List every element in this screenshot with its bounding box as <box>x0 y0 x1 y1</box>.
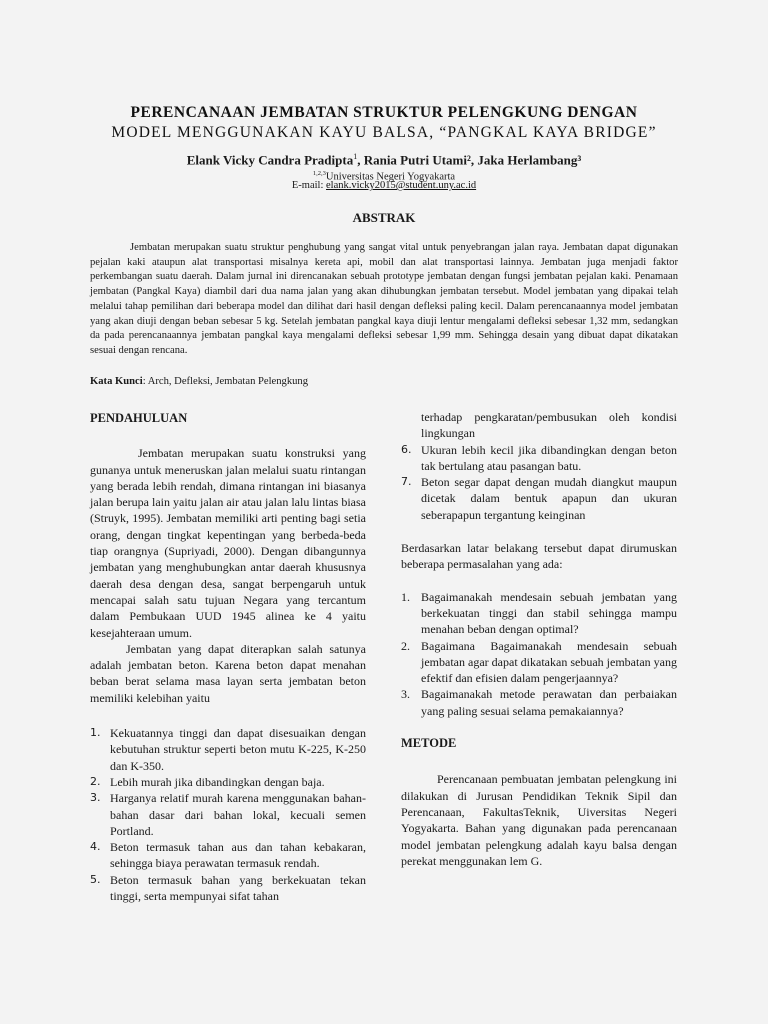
list-item: 3. Harganya relatif murah karena menggunakan bahan-bahan dasar dari bahan lokal, kecuali semen Portland. <box>90 791 366 838</box>
author-1-affil-mark: 1 <box>353 152 358 161</box>
email-label: E-mail: <box>291 180 326 191</box>
problem-intro-paragraph: Berdasarkan latar belakang tersebut dapat dirumuskan beberapa permasalahan yang ada: <box>401 541 677 572</box>
list-item: 6. Ukuran lebih kecil jika dibandingkan dengan beton tak bertulang atau pasangan batu. <box>401 442 677 473</box>
author-1: Elank Vicky Candra Pradipta <box>186 152 354 168</box>
author-line <box>60 152 708 168</box>
affiliation-marks: 1,2,3 <box>312 170 326 177</box>
keywords-label: Kata Kunci <box>90 376 143 387</box>
intro-paragraph-1: Jembatan merupakan suatu konstruksi yang gunanya untuk meneruskan jalan melalui suatu rintangan yang berada lebih rendah, dimana rintangan ini biasanya jalan berupa lain yaitu jalan air atau jalan lalu lintas biasa (Struyk, 1995). Jembatan memiliki arti penting bagi setia orang, dengan tingkat kepentingan yang berbeda-beda tiap orangnya (Supriyadi, 2000). Dengan dibangunnya jembatan yang menghubungkan antar daerah khususnya daerah desa dengan desa, sangat berpengaruh untuk mencapai salah satu tujuan Negara yang tercantum dalam Pembukaan UUD 1945 alinea ke 4 yaitu kesejahteraan umum. <box>90 446 366 640</box>
right-column <box>401 409 677 869</box>
author-2: , Rania Putri Utami² <box>357 152 471 168</box>
affiliation-name: Universitas Negeri Yogyakarta <box>325 171 456 183</box>
list-item: 1. Kekuatannya tinggi dan dapat disesuaikan dengan kebutuhan struktur seperti beton mutu K-225, K-250 dan K-350. <box>90 726 366 773</box>
advantages-list-continued <box>401 442 677 523</box>
abstract-heading: ABSTRAK <box>352 210 416 225</box>
abstract-body: Jembatan merupakan suatu struktur penghubung yang sangat vital untuk penyebrangan jalan raya. Jembatan dapat digunakan pejalan kaki ataupun alat transportasi misalnya kereta api, mobil dan alat transportasi lainnya. Jembatan juga menjadi faktor perkembangan suatu daerah. Dalam jurnal ini direncanakan sebuah prototype jembatan dengan fungsi jembatan pejalan kaki. Penamaan jembatan (Pangkal Kaya) diambil dari dua nama jalan yang akan dihubungkan jembatan tersebut. Model jembatan yang dipakai telah melalui tahap pemilihan dari beberapa model dan dilihat dari hasil dengan defleksi paling kecil. Dalam perencanaannya model jembatan yang akan diuji dengan beban sebesar 5 kg. Setelah jembatan pangkal kaya diuji lentur mengalami defleksi sebesar 1,32 mm, sedangkan da pada perencanaannya jembatan pangkal kaya mengalami defleksi sebesar 1,99 mm. Sehingga desain yang dibuat dapat dikatakan sesuai dengan rencana. <box>90 242 678 356</box>
paper-title <box>60 103 708 143</box>
email-link[interactable]: elank.vicky2015@student.uny.ac.id <box>326 180 477 191</box>
section-heading-metode: METODE <box>401 736 457 751</box>
advantages-list <box>90 725 366 904</box>
list-item: 4. Beton termasuk tahan aus dan tahan kebakaran, sehingga biaya perawatan termasuk rendah. <box>90 840 366 871</box>
section-heading-pendahuluan: PENDAHULUAN <box>90 411 188 425</box>
title-line-1: PERENCANAAN JEMBATAN STRUKTUR PELENGKUNG DENGAN <box>130 104 638 121</box>
keywords-text: : Arch, Defleksi, Jembatan Pelengkung <box>142 376 309 387</box>
email-line <box>60 180 708 191</box>
keywords <box>90 376 678 387</box>
list-item: 3. Bagaimanakah metode perawatan dan perbaiakan yang paling sesuai selama pemakaiannya? <box>401 687 677 718</box>
author-3: , Jaka Herlambang³ <box>470 152 582 168</box>
problem-list <box>401 589 677 719</box>
list-item: 1. Bagaimanakah mendesain sebuah jembatan yang berkekuatan tinggi dan stabil sehingga mampu menahan beban dengan optimal? <box>401 589 677 637</box>
list-item: 5. Beton termasuk bahan yang berkekuatan tekan tinggi, serta mempunyai sifat tahan <box>90 872 366 904</box>
intro-paragraph-2: Jembatan yang dapat diterapkan salah satunya adalah jembatan beton. Karena beton dapat menahan beban berat selama masa layan serta jembatan beton memiliki kelebihan yaitu <box>90 641 366 705</box>
list-item: 2. Lebih murah jika dibandingkan dengan baja. <box>90 774 325 789</box>
list-item: 7. Beton segar dapat dengan mudah diangkut maupun dicetak dalam bentuk apapun dan ukuran seberapapun tergantung keinginan <box>401 475 677 522</box>
title-line-2: MODEL MENGGUNAKAN KAYU BALSA, “PANGKAL KAYA BRIDGE” <box>111 124 657 141</box>
abstract-text <box>90 241 678 359</box>
left-column <box>90 410 366 904</box>
list-continuation: terhadap pengkaratan/pembusukan oleh kondisi lingkungan <box>421 410 677 441</box>
list-item: 2. Bagaimana Bagaimanakah mendesain sebuah jembatan agar dapat dikatakan sebuah jembatan yang efektif dan efisien dalam pengerjaannya? <box>401 638 677 686</box>
metode-paragraph: Perencanaan pembuatan jembatan pelengkung ini dilakukan di Jurusan Pendidikan Teknik Sipil dan Perencanaan, FakultasTeknik, Uiversitas Negeri Yogyakarta. Bahan yang digunakan pada perencanaan model jembatan pelengkung adalah kayu balsa dengan perekat menggunakan lem G. <box>401 772 677 868</box>
